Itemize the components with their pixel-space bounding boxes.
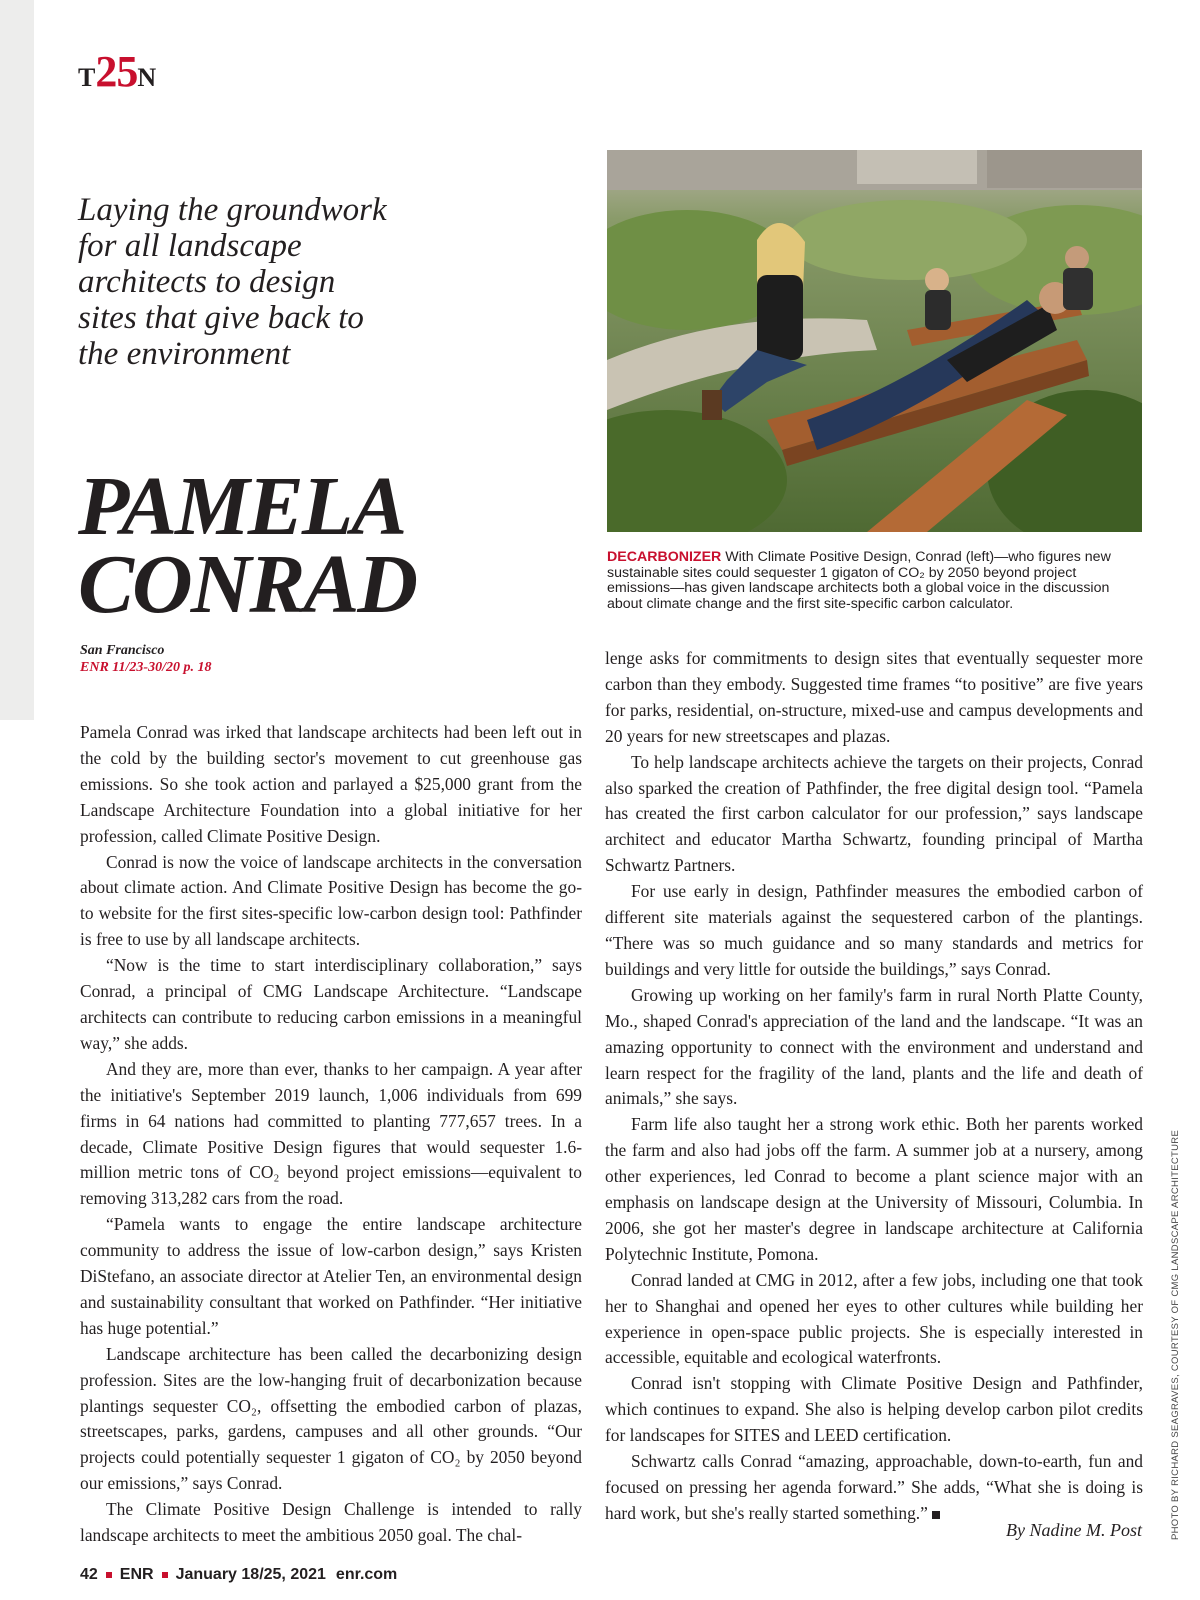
separator-square-icon xyxy=(162,1572,168,1578)
separator-square-icon xyxy=(106,1572,112,1578)
article-title xyxy=(78,460,538,631)
paragraph: To help landscape architects achieve the targets on their projects, Conrad also sparked the creation of Pathfinder, the free digital design tool. “Pamela has created the first carbon calculator for our profession,” says landscape architect and educator Martha Schwartz, founding principal of Martha Schwartz Partners. xyxy=(605,751,1143,876)
caption-kicker: DECARBONIZER xyxy=(607,549,722,565)
paragraph: Conrad is now the voice of landscape architects in the conversation about climate action. And Climate Positive Design has become the go-to website for the first sites-specific low-carbon design tool: Pathfinder is free to use by all landscape architects. xyxy=(80,851,582,950)
dateline-location: San Francisco xyxy=(80,643,165,658)
issue-date: January 18/25, 2021 xyxy=(175,1566,326,1583)
logo-letter-t: T xyxy=(78,63,96,92)
dateline xyxy=(80,642,211,676)
paragraph: Landscape architecture has been called the decarbonizing design profession. Sites are the low-hanging fruit of decarbonization because plantings sequester CO₂, offsetting the embodied carbon of plazas, streetscapes, parks, gardens, campuses and all other grounds. “Our projects could potentially sequester 1 gigaton of CO₂ by 2050 beyond our emissions,” says Conrad. xyxy=(80,1343,582,1494)
dateline-source: ENR 11/23-30/20 p. 18 xyxy=(80,660,212,675)
paragraph: And they are, more than ever, thanks to her campaign. A year after the initiative's September 2019 launch, 1,006 individuals from 699 firms in 64 nations had committed to planting 777,657 trees. In a decade, Climate Positive Design figures that would sequester 1.6-million metric tons of CO₂ beyond project emissions—equivalent to removing 313,282 cars from the road. xyxy=(80,1058,582,1209)
paragraph: “Now is the time to start interdisciplinary collaboration,” says Conrad, a principal of CMG Landscape Architecture. “Landscape architects can contribute to reducing carbon emissions in a meaningful way,” she adds. xyxy=(80,955,582,1053)
top25-logo xyxy=(78,47,157,96)
byline: By Nadine M. Post xyxy=(1006,1520,1142,1540)
article-photo xyxy=(607,150,1142,532)
title-line-first: PAMELA xyxy=(78,460,406,553)
paragraph: The Climate Positive Design Challenge is intended to rally landscape architects to meet the ambitious 2050 goal. The chal- xyxy=(80,1499,582,1546)
body-column-right xyxy=(605,646,1143,1527)
park-photo-icon xyxy=(607,150,1142,532)
page-footer xyxy=(80,1566,397,1584)
paragraph: Pamela Conrad was irked that landscape architects had been left out in the cold by the building sector's movement to cut greenhouse gas emissions. So she took action and parlayed a $25,000 grant from the Landscape Architecture Foundation into a global initiative for her profession, called Climate Positive Design. xyxy=(80,722,582,846)
paragraph: Conrad landed at CMG in 2012, after a few jobs, including one that took her to Shanghai and opened her eyes to other cultures while building her experience in open-space public projects. She is especially interested in accessible, equitable and ecological waterfronts. xyxy=(605,1269,1143,1368)
paragraph: lenge asks for commitments to design sites that eventually sequester more carbon than they embody. Suggested time frames “to positive” are five years for parks, residential, on-structure, mixed-use and campus developments and 20 years for new streetscapes and plazas. xyxy=(605,648,1143,746)
final-paragraph-text: Schwartz calls Conrad “amazing, approachable, down-to-earth, fun and focused on pressing her agenda forward.” She adds, “What she is doing is hard work, but she's really started something.” xyxy=(605,1451,1143,1523)
magazine-name: ENR xyxy=(119,1566,154,1583)
title-line-last: CONRAD xyxy=(78,538,417,631)
logo-letter-n: N xyxy=(137,63,157,92)
page-number: 42 xyxy=(80,1566,98,1583)
logo-number: 25 xyxy=(95,47,138,96)
photo-caption xyxy=(607,550,1142,612)
body-column-left xyxy=(80,720,582,1549)
paragraph-final xyxy=(605,1449,1143,1527)
caption-text: With Climate Positive Design, Conrad (left)—who figures new sustainable sites could sequester 1 gigaton of CO₂ by 2050 beyond project emissions—has given landscape architects both a global voice in the discussion about climate change and the first site-specific carbon calculator. xyxy=(607,549,1111,612)
article-deck: Laying the groundwork for all landscape architects to design sites that give back to the environment xyxy=(78,192,387,372)
paragraph: For use early in design, Pathfinder measures the embodied carbon of different site materials against the sequestered carbon of the plantings. “There was so much guidance and so many standards and metrics for buildings and very little for outside the buildings,” says Conrad. xyxy=(605,881,1143,979)
paragraph: “Pamela wants to engage the entire landscape architecture community to address the issue of low-carbon design,” says Kristen DiStefano, an associate director at Atelier Ten, an environmental design and sustainability consultant that worked on Pathfinder. “Her initiative has huge potential.” xyxy=(80,1214,582,1338)
end-mark-icon xyxy=(932,1511,940,1519)
photo-credit: PHOTO BY RICHARD SEAGRAVES, COURTESY OF CMG LANDSCAPE ARCHITECTURE xyxy=(1170,1129,1181,1540)
paragraph: Growing up working on her family's farm in rural North Platte County, Mo., shaped Conrad's appreciation of the land and the landscape. “It was an amazing opportunity to connect with the environment and understand and learn respect for the fragility of the land, plants and the life and death of animals,” she says. xyxy=(605,984,1143,1109)
paragraph: Farm life also taught her a strong work ethic. Both her parents worked the farm and also had jobs off the farm. A summer job at a nursery, among other experiences, led Conrad to become a plant science major with an emphasis on landscape design at the University of Missouri, Columbia. In 2006, she got her master's degree in landscape architecture at California Polytechnic Institute, Pomona. xyxy=(605,1114,1143,1264)
website-url: enr.com xyxy=(335,1566,398,1583)
margin-band xyxy=(0,0,34,720)
paragraph: Conrad isn't stopping with Climate Positive Design and Pathfinder, which continues to expand. She also is helping develop carbon pilot credits for landscapes for SITES and LEED certification. xyxy=(605,1373,1143,1446)
